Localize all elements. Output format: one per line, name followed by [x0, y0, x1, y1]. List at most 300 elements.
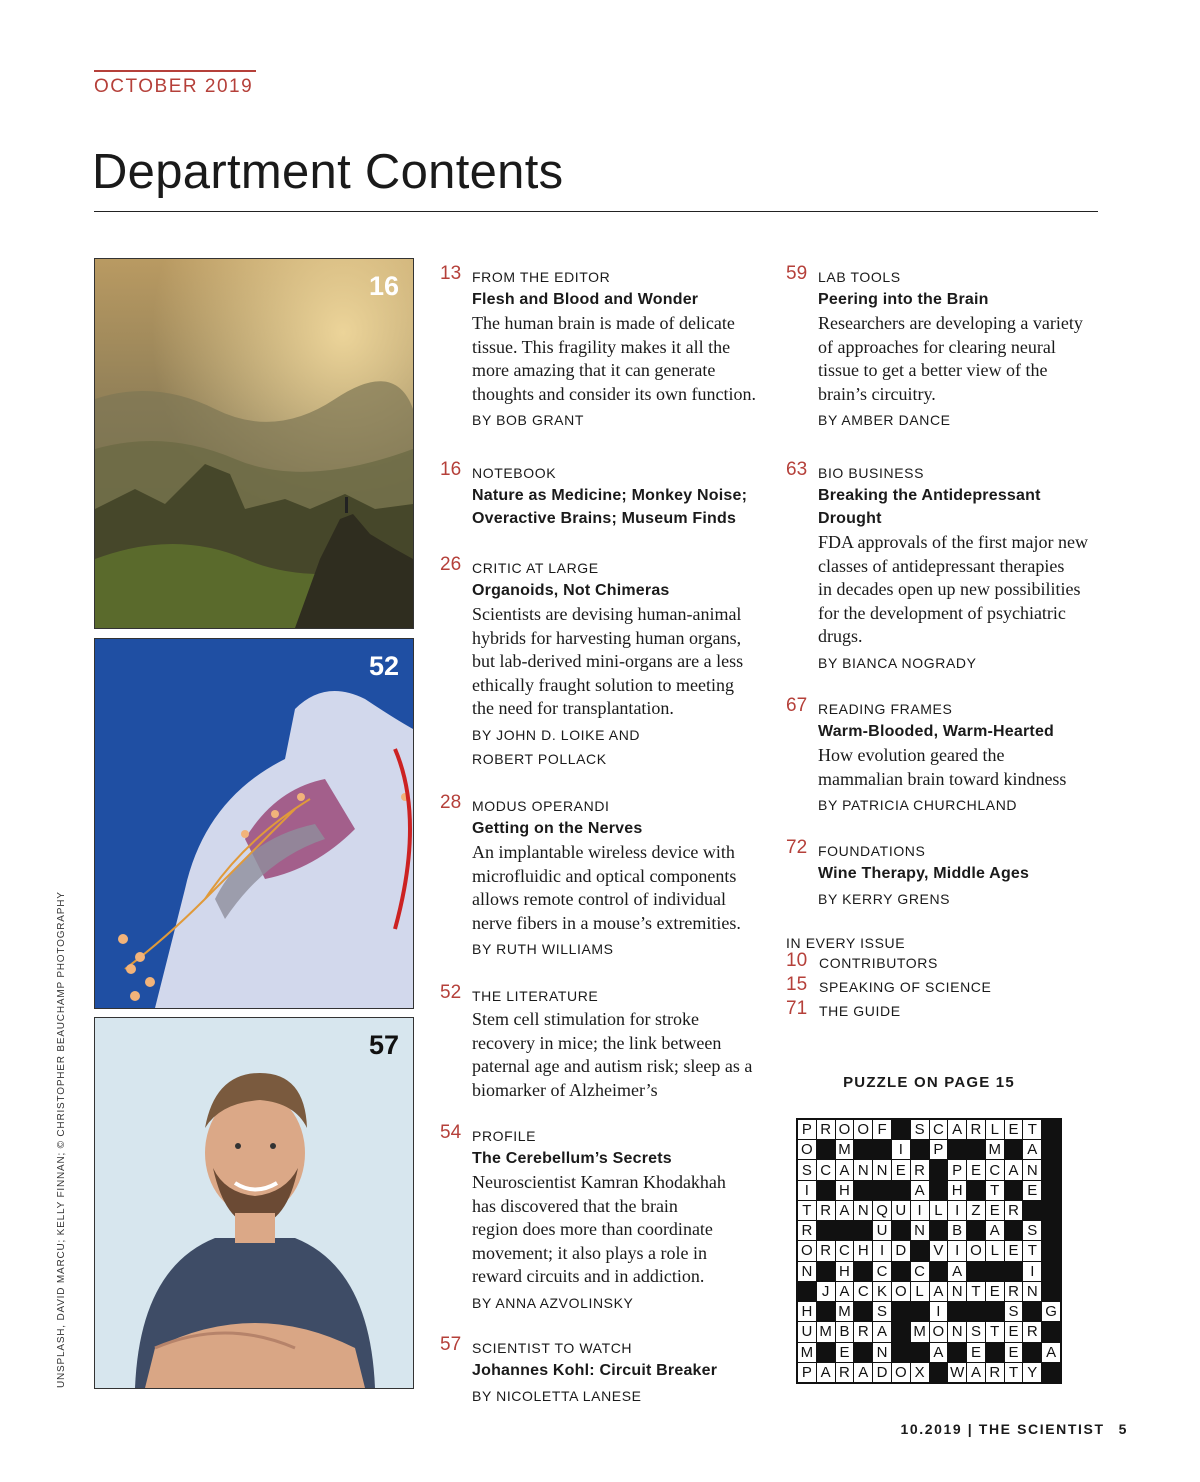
crossword-cell: U — [892, 1201, 910, 1220]
crossword-cell: T — [1023, 1241, 1041, 1260]
crossword-cell: A — [967, 1363, 985, 1382]
byline: BY PATRICIA CHURCHLAND — [818, 797, 1018, 813]
article-headline: Nature as Medicine; Monkey Noise; Overactive Brains; Museum Finds — [472, 487, 748, 527]
crossword-cell: A — [986, 1221, 1004, 1240]
byline: BY KERRY GRENS — [818, 891, 951, 907]
article-description — [472, 1171, 762, 1289]
crossword-black-square — [911, 1241, 929, 1260]
crossword-black-square — [1042, 1181, 1060, 1200]
crossword-black-square — [986, 1302, 1004, 1321]
department-name: FROM THE EDITOR — [472, 269, 611, 285]
contents-entry[interactable] — [786, 263, 1116, 446]
crossword-cell: A — [854, 1363, 872, 1382]
crossword-black-square — [854, 1140, 872, 1159]
crossword-black-square — [892, 1262, 910, 1281]
crossword-cell: O — [967, 1241, 985, 1260]
crossword-black-square — [817, 1262, 835, 1281]
description-line: Stem cell stimulation for stroke — [472, 1009, 699, 1029]
crossword-cell: N — [1023, 1282, 1041, 1301]
department-name: MODUS OPERANDI — [472, 798, 610, 814]
crossword-cell: L — [986, 1120, 1004, 1139]
crossword-black-square — [854, 1262, 872, 1281]
crossword-black-square — [930, 1181, 948, 1200]
description-line: movement; it also plays a role in — [472, 1242, 707, 1263]
byline: ROBERT POLLACK — [472, 750, 607, 767]
crossword-black-square — [817, 1343, 835, 1362]
crossword-black-square — [930, 1363, 948, 1382]
crossword-cell: I — [911, 1201, 929, 1220]
crossword-cell: A — [930, 1343, 948, 1362]
illustration-image — [95, 639, 413, 1008]
crossword-black-square — [1042, 1262, 1060, 1281]
article-headline: Getting on the Nerves — [472, 820, 643, 837]
crossword-cell: L — [911, 1282, 929, 1301]
crossword-cell: D — [873, 1363, 891, 1382]
crossword-cell: A — [911, 1181, 929, 1200]
crossword-cell: O — [798, 1241, 816, 1260]
crossword-black-square — [1042, 1160, 1060, 1179]
page-number: 57 — [440, 1334, 462, 1355]
crossword-cell: Q — [873, 1201, 891, 1220]
description-line: has discovered that the brain — [472, 1195, 678, 1216]
description-line: Neuroscientist Kamran Khodakhah — [472, 1172, 726, 1192]
crossword-black-square — [798, 1282, 816, 1301]
crossword-cell: V — [930, 1241, 948, 1260]
contents-entry[interactable] — [440, 1122, 762, 1321]
page-number: 71 — [786, 998, 808, 1019]
photo-mountain-landscape — [94, 258, 414, 629]
article-description — [818, 531, 1116, 649]
crossword-cell: F — [873, 1120, 891, 1139]
crossword-black-square — [854, 1181, 872, 1200]
crossword-cell: R — [798, 1221, 816, 1240]
crossword-cell: M — [986, 1140, 1004, 1159]
article-headline: Wine Therapy, Middle Ages — [818, 865, 1030, 882]
crossword-cell: A — [948, 1120, 966, 1139]
crossword-black-square — [948, 1140, 966, 1159]
article-headline: Peering into the Brain — [818, 291, 989, 308]
page-number: 63 — [786, 459, 808, 480]
contents-column-right — [786, 263, 1116, 1025]
crossword-cell: T — [967, 1282, 985, 1301]
photo-page-number: 52 — [368, 651, 399, 681]
item-label: THE GUIDE — [819, 1003, 901, 1019]
article-description — [472, 1008, 762, 1102]
crossword-cell: A — [873, 1322, 891, 1341]
crossword-cell: S — [1005, 1302, 1023, 1321]
crossword-cell: E — [967, 1343, 985, 1362]
crossword-black-square — [854, 1302, 872, 1321]
crossword-cell: H — [854, 1241, 872, 1260]
crossword-cell: R — [967, 1120, 985, 1139]
crossword-cell: I — [948, 1241, 966, 1260]
description-line: biomarker of Alzheimer’s — [472, 1079, 658, 1100]
contents-entry[interactable] — [786, 837, 1116, 919]
crossword-black-square — [873, 1181, 891, 1200]
crossword-cell: O — [836, 1120, 854, 1139]
crossword-black-square — [1005, 1221, 1023, 1240]
crossword-cell: C — [986, 1160, 1004, 1179]
crossword-cell: O — [930, 1322, 948, 1341]
department-name: CRITIC AT LARGE — [472, 560, 599, 576]
crossword-cell: E — [1005, 1241, 1023, 1260]
crossword-cell: R — [817, 1241, 835, 1260]
crossword-cell: A — [1042, 1343, 1060, 1362]
crossword-cell: A — [817, 1363, 835, 1382]
description-line: allows remote control of individual — [472, 889, 726, 909]
crossword-cell: N — [854, 1160, 872, 1179]
crossword-black-square — [1023, 1343, 1041, 1362]
crossword-cell: B — [948, 1221, 966, 1240]
crossword-cell: W — [950, 1363, 965, 1381]
description-line: nerve fibers in a mouse’s extremities. — [472, 912, 741, 933]
crossword-black-square — [986, 1262, 1004, 1281]
photo-mouse-brain-illustration — [94, 638, 414, 1009]
crossword-black-square — [892, 1322, 910, 1341]
item-label: CONTRIBUTORS — [819, 955, 938, 971]
crossword-black-square — [1042, 1221, 1060, 1240]
department-name: READING FRAMES — [818, 701, 953, 717]
crossword-cell: T — [986, 1322, 1004, 1341]
department-name: LAB TOOLS — [818, 269, 901, 285]
department-name: SCIENTIST TO WATCH — [472, 1340, 633, 1356]
issue-accent-rule — [94, 70, 256, 72]
in-every-issue-heading: IN EVERY ISSUE — [786, 935, 906, 951]
article-description — [472, 603, 762, 721]
puzzle-label: PUZZLE ON PAGE 15 — [843, 1074, 1015, 1091]
crossword-cell: U — [798, 1322, 816, 1341]
crossword-cell: T — [798, 1201, 816, 1220]
crossword-black-square — [967, 1221, 985, 1240]
description-line: the need for transplantation. — [472, 698, 674, 718]
article-headline: Warm-Blooded, Warm-Hearted — [818, 723, 1055, 740]
crossword-cell: Y — [1023, 1363, 1041, 1382]
description-line: An implantable wireless device with — [472, 842, 735, 862]
crossword-black-square — [911, 1343, 929, 1362]
byline: BY RUTH WILLIAMS — [472, 941, 614, 957]
contents-entry[interactable] — [786, 695, 1116, 824]
description-line: brain’s circuitry. — [818, 383, 936, 404]
crossword-cell: X — [911, 1363, 929, 1382]
in-every-issue-item[interactable] — [786, 974, 1116, 1001]
crossword-cell: N — [798, 1262, 816, 1281]
title-divider — [94, 211, 1098, 212]
contents-entry[interactable] — [440, 982, 762, 1109]
crossword-cell: N — [948, 1282, 966, 1301]
description-line: ethically fraught solution to meeting — [472, 674, 734, 695]
crossword-cell: E — [1023, 1181, 1041, 1200]
crossword-cell: I — [873, 1241, 891, 1260]
department-name: THE LITERATURE — [472, 988, 599, 1004]
description-line: paternal age and autism risk; sleep as a — [472, 1056, 753, 1076]
crossword-black-square — [948, 1302, 966, 1321]
contents-entry[interactable] — [440, 792, 762, 969]
crossword-cell: P — [948, 1160, 966, 1179]
page-number: 15 — [786, 974, 808, 995]
crossword-cell: A — [1005, 1160, 1023, 1179]
description-line: but lab-derived mini-organs are a less — [472, 651, 744, 671]
crossword-cell: O — [854, 1120, 872, 1139]
crossword-black-square — [873, 1140, 891, 1159]
crossword-cell: R — [986, 1363, 1004, 1382]
page-number: 10 — [786, 950, 808, 971]
article-headline: Breaking the Antidepressant Drought — [818, 487, 1041, 527]
crossword-cell: L — [930, 1201, 948, 1220]
crossword-black-square — [911, 1140, 929, 1159]
footer-issue: 10.2019 | THE SCIENTIST — [900, 1421, 1105, 1437]
page-number: 67 — [786, 695, 808, 716]
crossword-black-square — [1005, 1140, 1023, 1159]
crossword-cell: U — [873, 1221, 891, 1240]
crossword-cell: N — [1023, 1160, 1041, 1179]
crossword-cell: O — [892, 1282, 910, 1301]
description-line: How evolution geared the — [818, 745, 1005, 765]
byline: BY AMBER DANCE — [818, 412, 951, 428]
crossword-black-square — [1042, 1282, 1060, 1301]
page-number: 54 — [440, 1122, 462, 1143]
crossword-black-square — [911, 1302, 929, 1321]
page-number: 13 — [440, 263, 462, 284]
crossword-cell: E — [1005, 1322, 1023, 1341]
description-line: mammalian brain toward kindness — [818, 768, 1067, 789]
crossword-cell: R — [817, 1120, 835, 1139]
crossword-cell: P — [798, 1363, 816, 1382]
description-line: drugs. — [818, 626, 863, 646]
byline: BY BIANCA NOGRADY — [818, 654, 977, 671]
byline: BY JOHN D. LOIKE AND — [472, 726, 641, 743]
crossword-black-square — [930, 1262, 948, 1281]
crossword-black-square — [930, 1221, 948, 1240]
crossword-cell: C — [930, 1120, 948, 1139]
crossword-black-square — [1042, 1363, 1060, 1382]
page-number: 72 — [786, 837, 808, 858]
landscape-image — [95, 259, 413, 628]
page-number: 52 — [440, 982, 462, 1003]
crossword-black-square — [1023, 1302, 1041, 1321]
crossword-black-square — [892, 1221, 910, 1240]
crossword-black-square — [967, 1140, 985, 1159]
crossword-black-square — [1042, 1140, 1060, 1159]
article-headline: The Cerebellum’s Secrets — [472, 1150, 672, 1167]
portrait-image — [95, 1018, 413, 1388]
article-description — [472, 312, 762, 406]
photo-page-number: 16 — [368, 271, 399, 301]
crossword-cell: A — [1023, 1140, 1041, 1159]
crossword-cell: R — [836, 1363, 854, 1382]
article-headline: Johannes Kohl: Circuit Breaker — [472, 1362, 718, 1379]
crossword-black-square — [817, 1302, 835, 1321]
crossword-cell: R — [1023, 1322, 1041, 1341]
crossword-black-square — [817, 1140, 835, 1159]
crossword-cell: L — [986, 1241, 1004, 1260]
crossword-cell: M — [911, 1322, 929, 1341]
description-line: Scientists are devising human-animal — [472, 604, 742, 624]
description-line: hybrids for harvesting human organs, — [472, 627, 742, 648]
description-line: Researchers are developing a variety — [818, 313, 1083, 333]
byline: BY NICOLETTA LANESE — [472, 1388, 642, 1404]
crossword-cell: O — [892, 1363, 910, 1382]
in-every-issue-item[interactable] — [786, 998, 1116, 1025]
crossword-cell: A — [836, 1160, 854, 1179]
page-title: Department Contents — [92, 145, 564, 199]
article-description — [472, 841, 762, 935]
byline: BY ANNA AZVOLINSKY — [472, 1294, 634, 1311]
page-number: 59 — [786, 263, 808, 284]
crossword-cell: H — [798, 1302, 816, 1321]
crossword-cell: R — [817, 1201, 835, 1220]
description-line: The human brain is made of delicate — [472, 313, 735, 333]
description-line: in decades open up new possibilities — [818, 579, 1081, 599]
description-line: more amazing that it can generate — [472, 360, 716, 380]
crossword-cell: E — [986, 1282, 1004, 1301]
crossword-cell: S — [1023, 1221, 1041, 1240]
crossword-cell: E — [1005, 1343, 1023, 1362]
crossword-black-square — [967, 1262, 985, 1281]
description-line: tissue. This fragility makes it all the — [472, 336, 731, 357]
crossword-cell: R — [911, 1160, 929, 1179]
crossword-black-square — [1042, 1120, 1060, 1139]
contents-entry[interactable] — [440, 459, 762, 541]
page-number: 16 — [440, 459, 462, 480]
page-number: 28 — [440, 792, 462, 813]
crossword-cell: E — [892, 1160, 910, 1179]
page-footer — [901, 1421, 1129, 1437]
crossword-cell: K — [873, 1282, 891, 1301]
crossword-cell: B — [836, 1322, 854, 1341]
crossword-cell: H — [836, 1181, 854, 1200]
crossword-cell: I — [1023, 1262, 1041, 1281]
crossword-cell: T — [1005, 1363, 1023, 1382]
contents-entry[interactable] — [440, 554, 762, 779]
description-line: recovery in mice; the link between — [472, 1032, 722, 1053]
crossword-cell: E — [836, 1343, 854, 1362]
crossword-cell: H — [948, 1181, 966, 1200]
crossword-black-square — [892, 1343, 910, 1362]
footer-page-number: 5 — [1118, 1421, 1128, 1437]
crossword-cell: S — [873, 1302, 891, 1321]
crossword-black-square — [986, 1343, 1004, 1362]
crossword-cell: N — [873, 1343, 891, 1362]
crossword-cell: H — [836, 1262, 854, 1281]
byline: BY BOB GRANT — [472, 412, 584, 428]
issue-date: OCTOBER 2019 — [94, 76, 254, 97]
crossword-cell: R — [854, 1322, 872, 1341]
crossword-cell: S — [798, 1160, 816, 1179]
crossword-black-square — [1042, 1241, 1060, 1260]
crossword-cell: R — [1005, 1201, 1023, 1220]
crossword-black-square — [817, 1181, 835, 1200]
crossword-cell: G — [1042, 1302, 1060, 1321]
contents-column-left — [440, 263, 762, 1408]
department-name: PROFILE — [472, 1128, 537, 1144]
photo-credit: UNSPLASH, DAVID MARCU; KELLY FINNAN; © CHRISTOPHER BEAUCHAMP PHOTOGRAPHY — [56, 891, 67, 1388]
crossword-cell: P — [930, 1140, 948, 1159]
crossword-black-square — [967, 1181, 985, 1200]
description-line: region does more than coordinate — [472, 1219, 713, 1239]
crossword-black-square — [854, 1221, 872, 1240]
crossword-cell: N — [911, 1221, 929, 1240]
crossword-cell: I — [798, 1181, 816, 1200]
crossword-cell: I — [892, 1140, 910, 1159]
in-every-issue-section — [786, 935, 1116, 1025]
description-line: tissue to get a better view of the — [818, 360, 1048, 380]
crossword-cell: R — [1005, 1282, 1023, 1301]
crossword-cell: A — [948, 1262, 966, 1281]
crossword-cell: N — [948, 1322, 966, 1341]
crossword-cell: D — [892, 1241, 910, 1260]
contents-entry[interactable] — [440, 263, 762, 446]
crossword-cell: A — [836, 1201, 854, 1220]
crossword-black-square — [1042, 1201, 1060, 1220]
crossword-cell: M — [836, 1140, 854, 1159]
description-line: FDA approvals of the first major new — [818, 532, 1088, 552]
description-line: thoughts and consider its own function. — [472, 383, 756, 404]
photo-portrait-of-scientist — [94, 1017, 414, 1389]
crossword-cell: C — [854, 1282, 872, 1301]
crossword-black-square — [854, 1343, 872, 1362]
crossword-cell: E — [1005, 1120, 1023, 1139]
crossword-cell: T — [1023, 1120, 1041, 1139]
crossword-cell: I — [930, 1302, 948, 1321]
crossword-cell: M — [836, 1302, 854, 1321]
description-line: of approaches for clearing neural — [818, 336, 1056, 357]
crossword-black-square — [1005, 1262, 1023, 1281]
description-line: classes of antidepressant therapies — [818, 555, 1065, 576]
crossword-cell: N — [873, 1160, 891, 1179]
crossword-cell: C — [873, 1262, 891, 1281]
crossword-cell: A — [836, 1282, 854, 1301]
crossword-black-square — [892, 1302, 910, 1321]
crossword-black-square — [948, 1343, 966, 1362]
crossword-cell: M — [817, 1322, 835, 1341]
item-label: SPEAKING OF SCIENCE — [819, 979, 992, 995]
crossword-black-square — [892, 1181, 910, 1200]
department-name: BIO BUSINESS — [818, 465, 925, 481]
description-line: microfluidic and optical components — [472, 865, 737, 886]
crossword-cell: N — [854, 1201, 872, 1220]
crossword-grid — [796, 1118, 1062, 1384]
department-name: NOTEBOOK — [472, 465, 557, 481]
article-headline: Flesh and Blood and Wonder — [472, 291, 699, 308]
crossword-cell: S — [967, 1322, 985, 1341]
in-every-issue-item[interactable] — [786, 950, 1116, 977]
crossword-cell: A — [930, 1282, 948, 1301]
crossword-cell: E — [967, 1160, 985, 1179]
contents-entry[interactable] — [440, 1334, 762, 1408]
crossword-cell: O — [798, 1140, 816, 1159]
crossword-cell: C — [817, 1160, 835, 1179]
contents-entry[interactable] — [786, 459, 1116, 682]
crossword-black-square — [817, 1221, 835, 1240]
crossword-cell: C — [836, 1241, 854, 1260]
crossword-black-square — [836, 1221, 854, 1240]
photo-page-number: 57 — [368, 1030, 399, 1060]
department-name: FOUNDATIONS — [818, 843, 926, 859]
description-line: reward circuits and in addiction. — [472, 1266, 705, 1286]
crossword-cell: E — [986, 1201, 1004, 1220]
description-line: for the development of psychiatric — [818, 602, 1066, 623]
crossword-cell: S — [911, 1120, 929, 1139]
crossword-cell: I — [948, 1201, 966, 1220]
crossword-black-square — [967, 1302, 985, 1321]
article-description — [818, 312, 1116, 406]
crossword-cell: T — [986, 1181, 1004, 1200]
article-description — [818, 744, 1116, 791]
crossword-black-square — [930, 1160, 948, 1179]
crossword-cell: J — [817, 1282, 835, 1301]
crossword-black-square — [1042, 1322, 1060, 1341]
page-number: 26 — [440, 554, 462, 575]
